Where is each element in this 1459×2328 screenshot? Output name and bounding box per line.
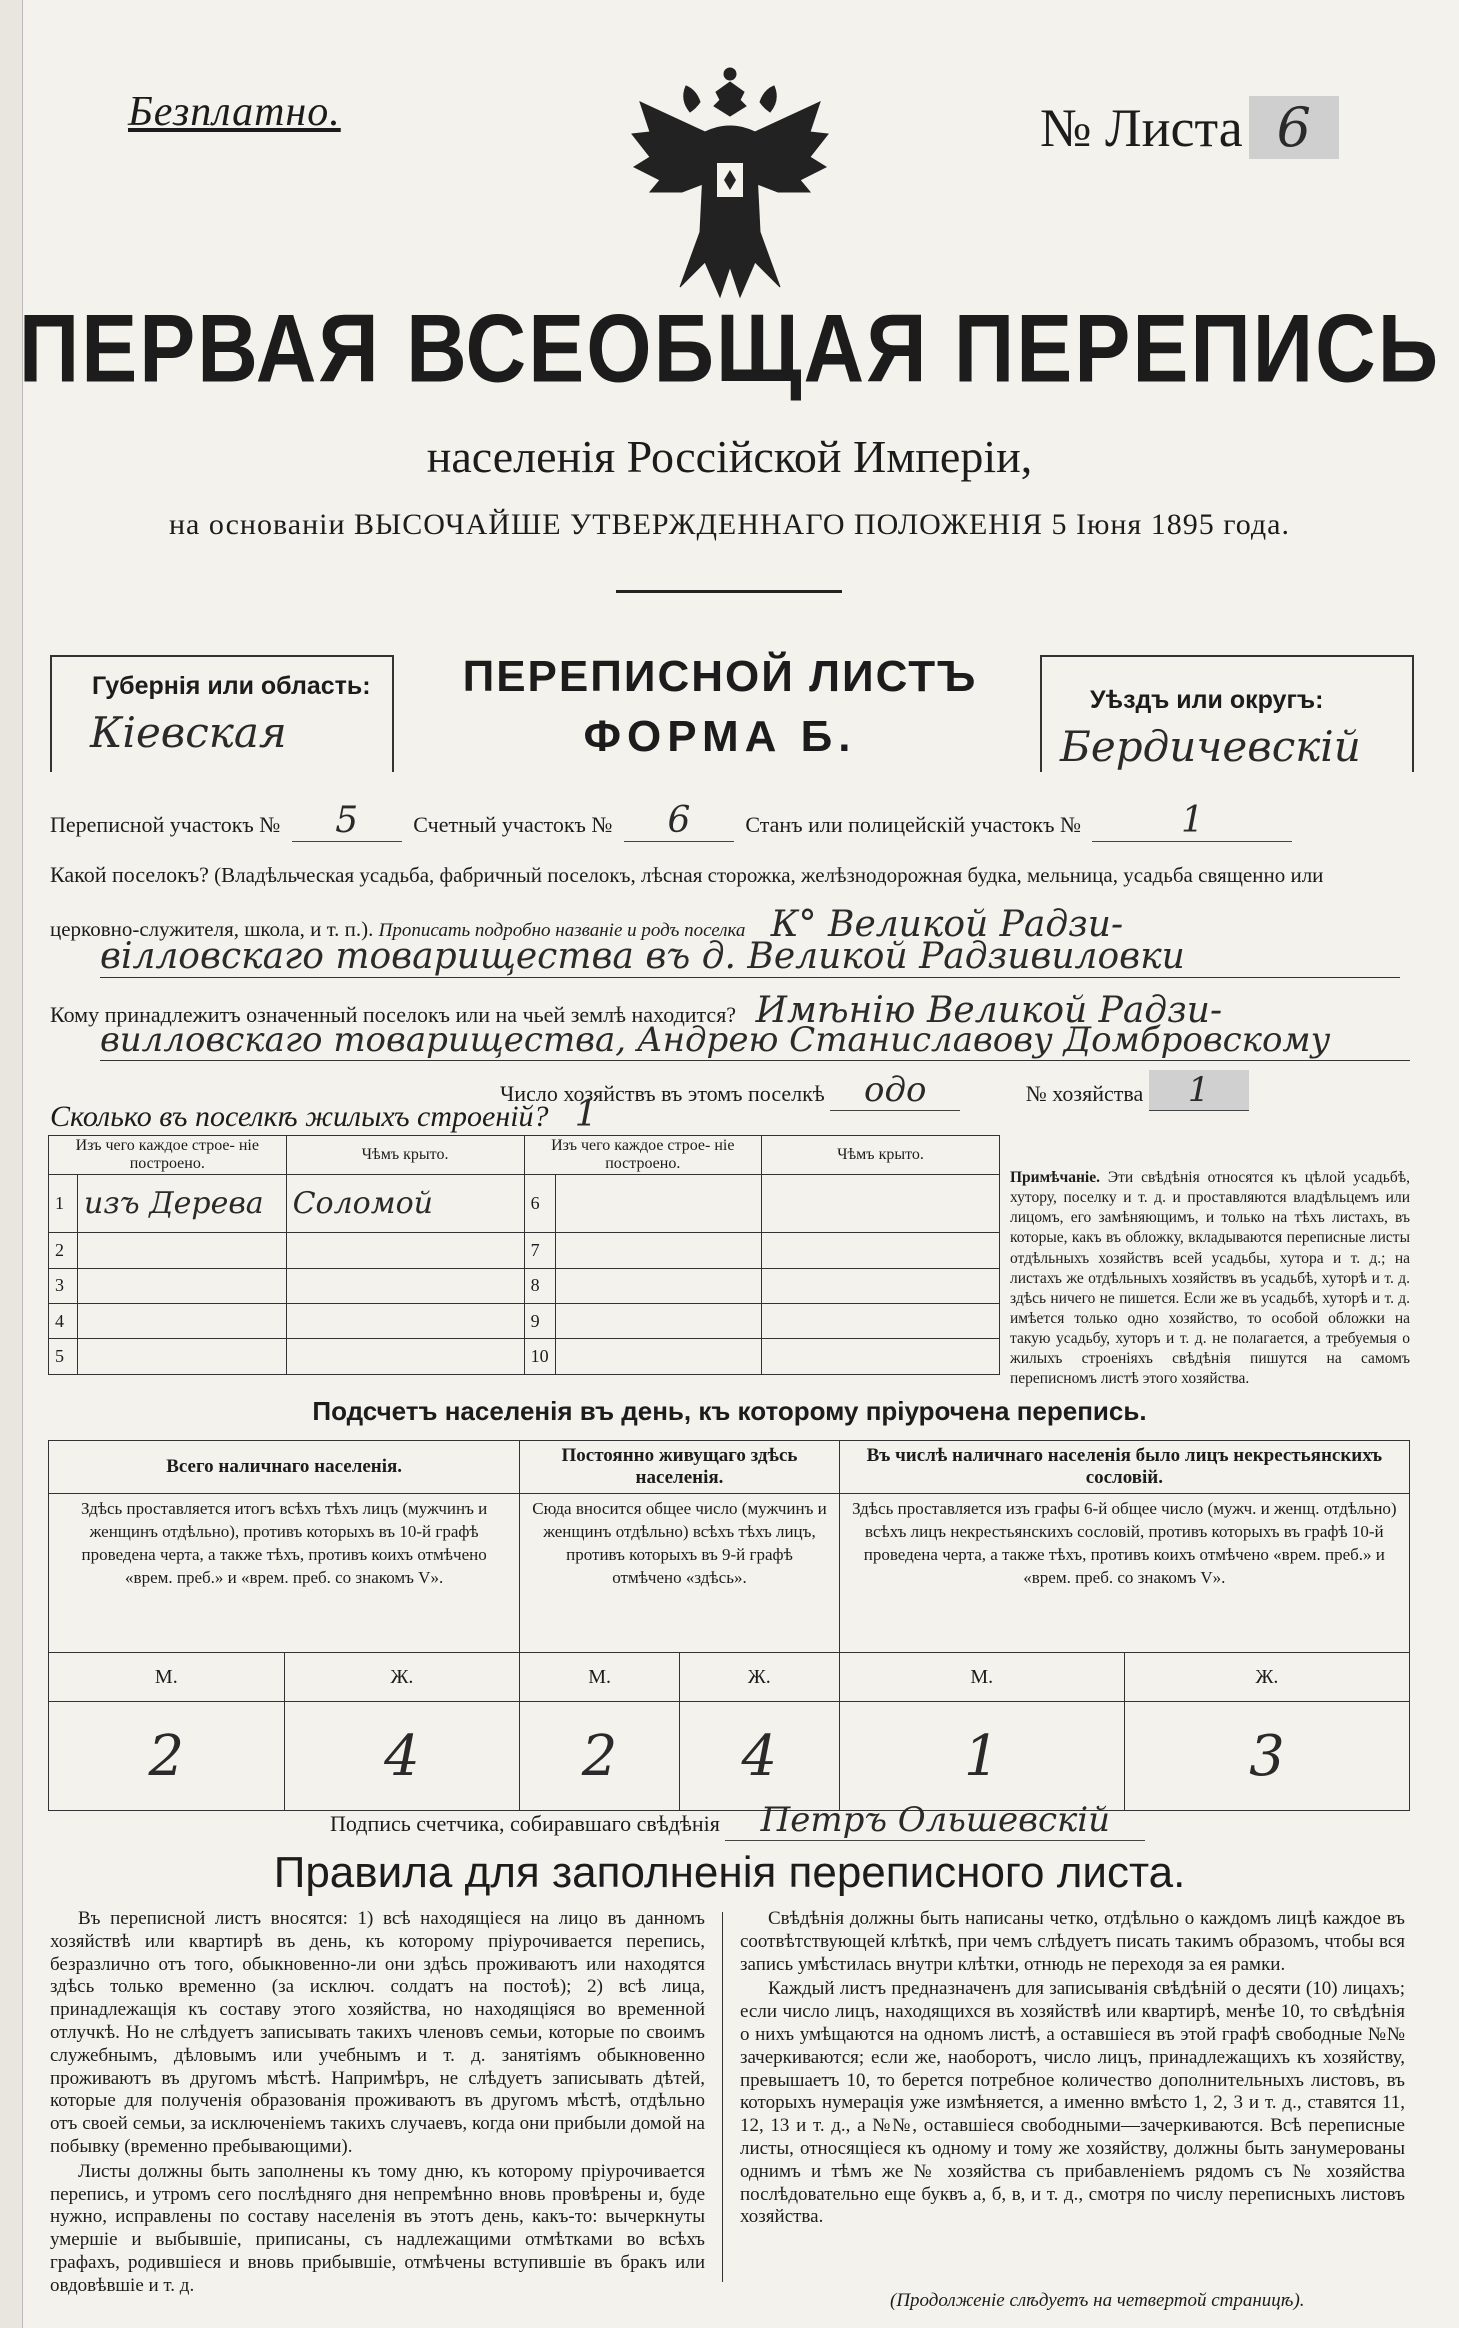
non-peasant-female-value: 3 (1124, 1702, 1409, 1811)
total-female-value: 4 (284, 1702, 520, 1811)
title-divider (616, 590, 842, 593)
row-number: 4 (49, 1304, 78, 1339)
household-no-value: 1 (1149, 1070, 1249, 1111)
sheet-number-value: 6 (1249, 96, 1339, 159)
roof-cell (762, 1175, 1000, 1233)
note-label: Примѣчаніе. (1010, 1169, 1100, 1186)
poselok-hint-2: церковно-служителя, школа, и т. п.). (50, 917, 374, 941)
household-no-label: № хозяйства (1025, 1081, 1144, 1106)
roof-cell: Соломой (286, 1175, 524, 1233)
permanent-population-header: Постоянно живущаго здѣсь населенія. (520, 1441, 839, 1494)
row-number: 7 (524, 1233, 555, 1268)
perepis-uchastok-value: 5 (292, 800, 402, 842)
buildings-note (1010, 1168, 1410, 1390)
signature-value: Петръ Ольшевскій (725, 1800, 1145, 1841)
buildings-label: Сколько въ поселкѣ жилыхъ строеній? (50, 1100, 549, 1133)
enumerator-signature-line (330, 1800, 1330, 1841)
buildings-value: 1 (556, 1094, 616, 1136)
owner-value-2: вилловскаго товарищества, Андрею Станиславову Домбровскому (100, 1020, 1410, 1061)
rules-column-right (740, 1908, 1405, 2231)
sheet-number-field (1040, 96, 1339, 159)
male-label: М. (839, 1653, 1124, 1702)
rules-title: Правила для заполненія переписного листа. (273, 1848, 1186, 1897)
non-peasant-male-value: 1 (839, 1702, 1124, 1811)
table-row (49, 1339, 1000, 1375)
female-label: Ж. (1124, 1653, 1409, 1702)
rules-paragraph: Каждый листъ предназначенъ для записыванія свѣдѣній о десяти (10) лицахъ; если число лицъ, находящихся въ хозяйствѣ или квартирѣ, менѣе 10, то свѣдѣнія о нихъ умѣщаются на одномъ листѣ, а оставшіеся въ этой графѣ свободные №№ зачеркиваются; если же, наоборотъ, число лицъ, принадлежащихъ къ хозяйству, превышаетъ 10, то берется потребное количество дополнительныхъ листовъ, въ которыхъ нумерація уже измѣняется, а именно вмѣсто 1, 2, 3 и т. д., ставятся 11, 12, 13 и т. д., а №№, оставшіеся свободными—зачеркиваются. Всѣ переписные листы, относящіеся къ одному и тому же хозяйству, должны быть занумерованы однимъ и тѣмъ же № хозяйства съ прибавленіемъ рядомъ съ № хозяйства послѣдовательно еще буквъ а, б, в, и т. д., смотря по числу переписныхъ листовъ хозяйства. (740, 1978, 1405, 2228)
material-cell (78, 1339, 287, 1375)
stan-value: 1 (1092, 800, 1292, 842)
total-male-value: 2 (49, 1702, 285, 1811)
female-label: Ж. (679, 1653, 839, 1702)
rules-paragraph: Свѣдѣнія должны быть написаны четко, отдѣльно о каждомъ лицѣ каждое въ соотвѣтствующей клѣткѣ, при чемъ слѣдуетъ писать такимъ образомъ, чтобы вся запись умѣстилась внутри клѣтки, отнюдь не переходя за ея рамки. (740, 1908, 1405, 1975)
material-cell (78, 1268, 287, 1303)
continued-note: (Продолженіе слѣдуетъ на четвертой страницѣ). (890, 2290, 1305, 2311)
material-cell (555, 1233, 761, 1268)
perepis-uchastok-label: Переписной участокъ № (50, 812, 281, 837)
permanent-population-desc: Сюда вносится общее число (мужчинъ и женщинъ отдѣльно) всѣхъ тѣхъ лицъ, противъ которыхъ въ 9-й графѣ отмѣчено «здѣсь». (520, 1494, 839, 1653)
material-cell (555, 1304, 761, 1339)
owner-label: Кому принадлежитъ означенный поселокъ или на чьей землѣ находится? (50, 1002, 737, 1027)
roof-cell (286, 1304, 524, 1339)
row-number: 3 (49, 1268, 78, 1303)
poselok-line (50, 862, 1410, 888)
rules-column-left (50, 1908, 705, 2300)
material-cell (78, 1304, 287, 1339)
roof-cell (286, 1268, 524, 1303)
col-material-right: Изъ чего каждое строе- ніе построено. (524, 1136, 761, 1175)
total-population-header: Всего наличнаго населенія. (49, 1441, 520, 1494)
district-line (50, 800, 1410, 842)
households-value: одо (830, 1070, 960, 1111)
non-peasant-desc: Здѣсь проставляется изъ графы 6-й общее число (мужч. и женщ. отдѣльно) всѣхъ лицъ некрестьянскихъ сословій, противъ которыхъ въ графѣ 10-й проведена черта, а также тѣхъ, противъ коихъ отмѣчено «врем. преб.» и «врем. преб. со знакомъ V». (839, 1494, 1409, 1653)
row-number: 5 (49, 1339, 78, 1375)
uezd-value: Бердичевскій (1060, 722, 1361, 771)
table-row (49, 1175, 1000, 1233)
households-label: Число хозяйствъ въ этомъ поселкѣ (500, 1081, 825, 1106)
double-headed-eagle-icon (620, 62, 840, 312)
gubernia-value: Кіевская (90, 708, 287, 757)
roof-cell (762, 1268, 1000, 1303)
poselok-hint: (Владѣльческая усадьба, фабричный поселокъ, лѣсная сторожка, желѣзнодорожная будка, мельница, усадьба священно или (214, 863, 1324, 887)
row-number: 6 (524, 1175, 555, 1233)
buildings-line (50, 1094, 616, 1136)
buildings-table-header (49, 1136, 1000, 1175)
poselok-value-2: вілловскаго товарищества въ д. Великой Радзивиловки (100, 936, 1400, 978)
male-label: М. (520, 1653, 680, 1702)
permanent-female-value: 4 (679, 1702, 839, 1811)
uezd-label: Уѣздъ или округъ: (1090, 686, 1324, 714)
roof-cell (762, 1304, 1000, 1339)
poselok-instruction: Прописать подробно названіе и родъ поселка (378, 920, 746, 941)
material-cell (555, 1339, 761, 1375)
row-number: 1 (49, 1175, 78, 1233)
note-text: Эти свѣдѣнія относятся къ цѣлой усадьбѣ, хутору, поселку и т. д. и проставляются владѣльцемъ или лицомъ, его замѣняющимъ, и только на тѣхъ листахъ, въ которые, какъ въ обложку, вкладываются переписные листы отдѣльныхъ хозяйствъ всей усадьбы, хутора и т. д.; на листахъ же отдѣльныхъ хозяйствъ въ усадьбѣ, хуторѣ и т. д. здѣсь ничего не пишется. Если же въ усадьбѣ, хуторѣ и т. д. имѣется только одно хозяйство, то особой обложки на такую усадьбу, хуторъ и т. д. не полагается, а требуемыя о жилыхъ строеніяхъ свѣдѣнія пишутся на самомъ переписномъ листѣ этого хозяйства. (1010, 1169, 1411, 1388)
sheet-number-label: № Листа (1040, 98, 1243, 158)
table-row (49, 1268, 1000, 1303)
buildings-table (48, 1135, 1000, 1375)
row-number: 9 (524, 1304, 555, 1339)
poselok-label: Какой поселокъ? (50, 862, 209, 887)
population-count-title: Подсчетъ населенія въ день, къ которому пріурочена перепись. (312, 1396, 1147, 1426)
female-label: Ж. (284, 1653, 520, 1702)
col-material-left: Изъ чего каждое строе- ніе построено. (49, 1136, 287, 1175)
stan-label: Станъ или полицейскій участокъ № (745, 812, 1081, 837)
rules-paragraph: Въ переписной листъ вносятся: 1) всѣ находящіеся на лицо въ данномъ хозяйствѣ или квартирѣ въ день, къ которому пріурочивается перепись, безразлично отъ того, обыкновенно-ли они здѣсь проживаютъ или находятся здѣсь только временно (за исключ. солдатъ на постоѣ); 2) всѣ лица, принадлежащія къ составу этого хозяйства, но находящіяся во временной отлучкѣ. Но не слѣдуетъ записывать такихъ членовъ семьи, которые по своимъ служебнымъ, дѣловымъ или учебнымъ и т. д. занятіямъ обыкновенно проживаютъ въ другомъ мѣстѣ. Напримѣръ, не слѣдуетъ записывать дѣтей, которые для полученія образованія проживаютъ въ другомъ мѣстѣ, отдѣльно отъ своей семьи, за исключеніемъ такихъ случаевъ, когда они прибыли домой на побывку (временно пребывающими). (50, 1908, 705, 2157)
row-number: 8 (524, 1268, 555, 1303)
roof-cell (286, 1233, 524, 1268)
poselok-value-1: К° Великой Радзи- (770, 904, 1124, 945)
gubernia-label: Губернія или область: (92, 672, 371, 700)
material-cell (78, 1233, 287, 1268)
form-name: ФОРМА Б. (583, 712, 857, 761)
rules-paragraph: Листы должны быть заполнены къ тому дню, къ которому пріурочивается перепись, и утромъ сего послѣдняго дня непремѣнно вновь провѣрены и, буде нужно, исправлены по составу населенія въ этотъ день, какъ-то: вычеркнуты умершіе и выбывшіе, приписаны, съ надлежащими отмѣтками во всѣхъ графахъ, родившіеся и вновь прибывшіе, отмѣчены вступившіе въ бракъ или овдовѣвшіе и т. д. (50, 2160, 705, 2296)
roof-cell (762, 1233, 1000, 1268)
permanent-male-value: 2 (520, 1702, 680, 1811)
signature-label: Подпись счетчика, собиравшаго свѣдѣнія (330, 1811, 720, 1836)
owner-value-1: Имѣнію Великой Радзи- (755, 990, 1223, 1031)
free-of-charge-label: Безплатно. (128, 89, 341, 135)
schet-uchastok-label: Счетный участокъ № (413, 812, 613, 837)
row-number: 2 (49, 1233, 78, 1268)
households-line (500, 1070, 1410, 1111)
total-population-desc: Здѣсь проставляется итогъ всѣхъ тѣхъ лицъ (мужчинъ и женщинъ отдѣльно), противъ которыхъ въ 10-й графѣ проведена черта, а также тѣхъ, противъ коихъ отмѣчено «врем. преб.» и «врем. преб. со знакомъ V». (49, 1494, 520, 1653)
census-subtitle: населенія Россійской Имперіи, (426, 431, 1033, 482)
non-peasant-header: Въ числѣ наличнаго населенія было лицъ некрестьянскихъ сословій. (839, 1441, 1409, 1494)
table-row (49, 1233, 1000, 1268)
roof-cell (286, 1339, 524, 1375)
col-roof-left: Чѣмъ крыто. (286, 1136, 524, 1175)
roof-cell (762, 1339, 1000, 1375)
male-label: М. (49, 1653, 285, 1702)
row-number: 10 (524, 1339, 555, 1375)
table-row (49, 1304, 1000, 1339)
material-cell: изъ Дерева (78, 1175, 287, 1233)
census-main-title: ПЕРВАЯ ВСЕОБЩАЯ ПЕРЕПИСЬ (18, 293, 1441, 402)
schet-uchastok-value: 6 (624, 800, 734, 842)
material-cell (555, 1268, 761, 1303)
material-cell (555, 1175, 761, 1233)
population-count-table (48, 1440, 1410, 1811)
form-list-title: ПЕРЕПИСНОЙ ЛИСТЪ (462, 652, 978, 701)
census-decree-line: на основаніи ВЫСОЧАЙШЕ УТВЕРЖДЕННАГО ПОЛОЖЕНІЯ 5 Іюня 1895 года. (169, 508, 1290, 541)
column-divider (722, 1912, 723, 2282)
col-roof-right: Чѣмъ крыто. (762, 1136, 1000, 1175)
